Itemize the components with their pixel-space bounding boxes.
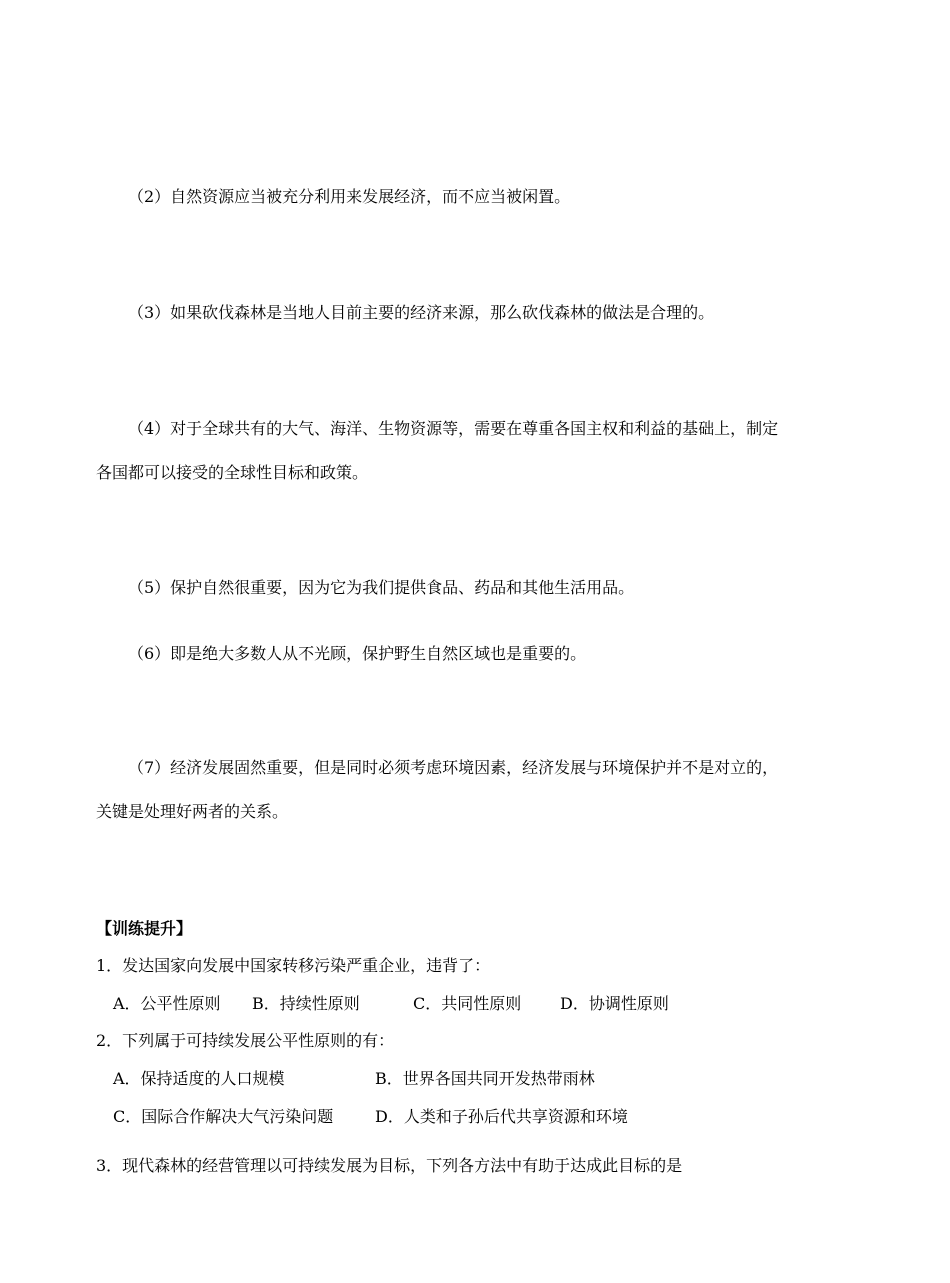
statement-4-line-2: 各国都可以接受的全球性目标和政策。 [96, 463, 369, 482]
statement-2: （2）自然资源应当被充分利用来发展经济，而不应当被闲置。 [128, 187, 571, 206]
question-2-option-c: C．国际合作解决大气污染问题 [113, 1107, 334, 1126]
section-title: 【训练提升】 [96, 919, 193, 938]
statement-5: （5）保护自然很重要，因为它为我们提供食品、药品和其他生活用品。 [128, 578, 635, 597]
statement-4-line-1: （4）对于全球共有的大气、海洋、生物资源等，需要在尊重各国主权和利益的基础上，制定 [128, 419, 779, 438]
question-1-stem: 1．发达国家向发展中国家转移污染严重企业，违背了： [96, 956, 491, 975]
question-3-stem: 3．现代森林的经营管理以可持续发展为目标，下列各方法中有助于达成此目标的是 [96, 1156, 683, 1175]
question-1-option-c: C．共同性原则 [413, 994, 522, 1013]
statement-6: （6）即是绝大多数人从不光顾，保护野生自然区域也是重要的。 [128, 644, 587, 663]
question-1-option-d: D．协调性原则 [560, 994, 669, 1013]
question-1-option-a: A．公平性原则 [113, 994, 221, 1013]
statement-7-line-2: 关键是处理好两者的关系。 [96, 802, 289, 821]
question-2-stem: 2．下列属于可持续发展公平性原则的有： [96, 1031, 395, 1050]
question-2-option-b: B．世界各国共同开发热带雨林 [375, 1069, 595, 1088]
statement-3: （3）如果砍伐森林是当地人目前主要的经济来源，那么砍伐森林的做法是合理的。 [128, 303, 715, 322]
question-2-option-d: D．人类和子孙后代共享资源和环境 [375, 1107, 628, 1126]
statement-7-line-1: （7）经济发展固然重要，但是同时必须考虑环境因素，经济发展与环境保护并不是对立的， [128, 758, 779, 777]
question-1-option-b: B．持续性原则 [252, 994, 360, 1013]
question-2-option-a: A．保持适度的人口规模 [113, 1069, 285, 1088]
